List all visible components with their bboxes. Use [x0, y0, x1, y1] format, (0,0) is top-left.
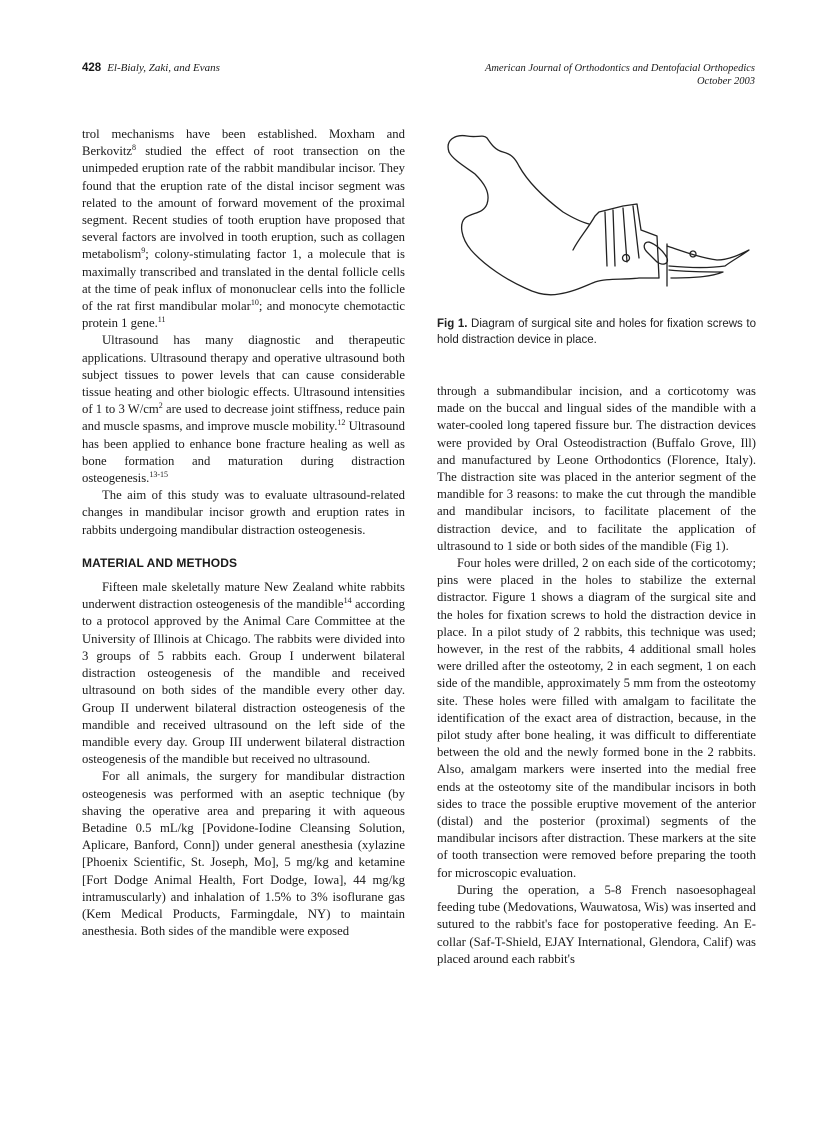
- running-head-right: [485, 62, 755, 88]
- running-head-left: [82, 62, 220, 74]
- paragraph-intro-continued: [82, 126, 405, 332]
- page-number: 428: [82, 62, 102, 74]
- text-run: are used to decrease joint stiffness, reduce pain and muscle spasms, and improve muscle mobility.: [82, 402, 405, 434]
- figure-caption-text: Diagram of surgical site and holes for fixation screws to hold distraction device in place.: [437, 318, 757, 346]
- text-run: ; and monocyte chemotactic protein 1 gene.: [82, 299, 405, 331]
- left-column: [82, 126, 405, 940]
- author-list: El-Bialy, Zaki, and Evans: [107, 62, 220, 74]
- text-run: according to a protocol approved by the Animal Care Committee at the University of Illinois at Chicago. The rabbits were divided into 3 groups of 5 rabbits each. Group I underwent bilateral distraction osteogenesis of the mandible and received ultrasound on both sides of the mandible every other day. Group II underwent bilateral distraction osteogenesis of the mandible and received ultrasound on the left side of the mandible every day. Group III underwent bilateral distraction osteogenesis of the mandible but received no ultrasound.: [82, 597, 405, 767]
- citation-ref: 9: [141, 246, 146, 256]
- text-run: studied the effect of root transection on the unimpeded eruption rate of the rabbit mandibular incisor. They found that the eruption rate of the distal incisor segment was related to the amount of forward movement of the proximal segment. Recent studies of tooth eruption have proposed that several factors are involved in tooth eruption, such as collagen metabolism: [82, 144, 405, 262]
- citation-ref: 10: [250, 297, 259, 307]
- figure-caption: [437, 316, 756, 348]
- text-run: ; colony-stimulating factor 1, a molecule that is maximally transcribed and translated in the dental follicle cells at the time of peak influx of mononuclear cells into the follicle of the rat first mandibular molar: [82, 247, 405, 314]
- text-run: trol mechanisms have been established. Moxham and Berkovitz: [82, 127, 405, 159]
- paragraph-methods-surgery: For all animals, the surgery for mandibular distraction osteogenesis was performed with an aseptic technique (by shaving the operative area and preparing it with aqueous Betadine 0.5 mL/kg [Povidone-Iodine Cleansing Solution, Aplicare, Banford, Conn]) under general anesthesia (xylazine [Phoenix Scientific, St. Joseph, Mo], 5 mg/kg and ketamine [Fort Dodge Animal Health, Fort Dodge, Iowa], 44 mg/kg intramuscularly) and inhalation of 1.5% to 3% isoflurane gas (Kem Medical Products, Farmingdale, NY) to maintain anesthesia. Both sides of the mandible were exposed: [82, 769, 405, 939]
- paragraph-ultrasound: [82, 332, 405, 487]
- paragraph-postoperative: During the operation, a 5-8 French nasoesophageal feeding tube (Medovations, Wauwatosa, Wis) was inserted and sutured to the rabbit's face for postoperative feeding. An E-collar (Saf-T-Shield, EJAY International, Glendora, Calif) was placed around each rabbit's: [437, 882, 756, 966]
- journal-title: American Journal of Orthodontics and Dentofacial Orthopedics: [484, 63, 755, 74]
- mandible-distraction-diagram-icon: [437, 126, 757, 306]
- issue-date: October 2003: [696, 76, 755, 87]
- text-run: Ultrasound has many diagnostic and therapeutic applications. Ultrasound therapy and operative ultrasound both subject tissues to power levels that can cause considerable tissue heating and other biologic effects. Ultrasound intensities of 1 to 3 W/cm: [82, 333, 405, 417]
- citation-ref: 11: [157, 315, 166, 324]
- paragraph-aim: The aim of this study was to evaluate ultrasound-related changes in mandibular incisor growth and eruption rates in rabbits undergoing mandibular distraction osteogenesis.: [82, 488, 405, 537]
- figure-1: [437, 126, 757, 306]
- paragraph-holes: Four holes were drilled, 2 on each side of the corticotomy; pins were placed in the holes to stabilize the external distractor. Figure 1 shows a diagram of the surgical site and the holes for fixation screws to hold the distraction device in place. In a pilot study of 2 rabbits, this technique was used; however, in the rest of the rabbits, 4 additional small holes were drilled after the osteotomy, 2 in each segment, 1 on each side of the mandible, approximately 5 mm from the osteotomy site. These holes were filled with amalgam to facilitate the identification of the exact area of distraction, because, in the pilot study after bone healing, it was difficult to differentiate between the old and the newly formed bone in the 2 rabbits. Also, amalgam markers were inserted into the medial free ends at the osteotomy site of the mandibular incisors in both sides to trace the possible eruptive movement of the anterior (distal) and the posterior (proximal) segments of the mandibular incisors after distraction. These markers at the site of tooth transection were removed before preparing the tooth for microscopic evaluation.: [437, 556, 756, 880]
- citation-ref: 8: [132, 142, 137, 152]
- running-head: [82, 62, 755, 92]
- paragraph-surgery-continued: through a submandibular incision, and a corticotomy was made on the buccal and lingual sides of the mandible with a water-cooled long tapered fissure bur. The distraction devices were provided by Oral Osteodistraction (Buffalo Grove, Ill) and manufactured by Leone Orthodontics (Florence, Italy). The distraction site was placed in the anterior segment of the mandible for 3 reasons: to make the cut through the mandible and mandibular incisors, to facilitate placement of the distraction device, and to facilitate the application of ultrasound to 1 side or both sides of the mandible (Fig 1).: [437, 384, 756, 553]
- section-heading: MATERIAL AND METHODS: [82, 555, 238, 570]
- citation-ref: 13-15: [149, 469, 168, 479]
- citation-ref: 14: [343, 596, 352, 606]
- figure-label: Fig 1.: [437, 318, 468, 330]
- superscript: 2: [158, 401, 163, 411]
- paragraph-methods-subjects: [82, 579, 405, 768]
- text-run: Ultrasound has been applied to enhance bone fracture healing as well as bone formation and maturation during distraction osteogenesis.: [82, 419, 405, 486]
- right-column: [437, 383, 756, 968]
- citation-ref: 12: [337, 418, 346, 428]
- text-run: Fifteen male skeletally mature New Zealand white rabbits underwent distraction osteogenesis of the mandible: [82, 580, 405, 612]
